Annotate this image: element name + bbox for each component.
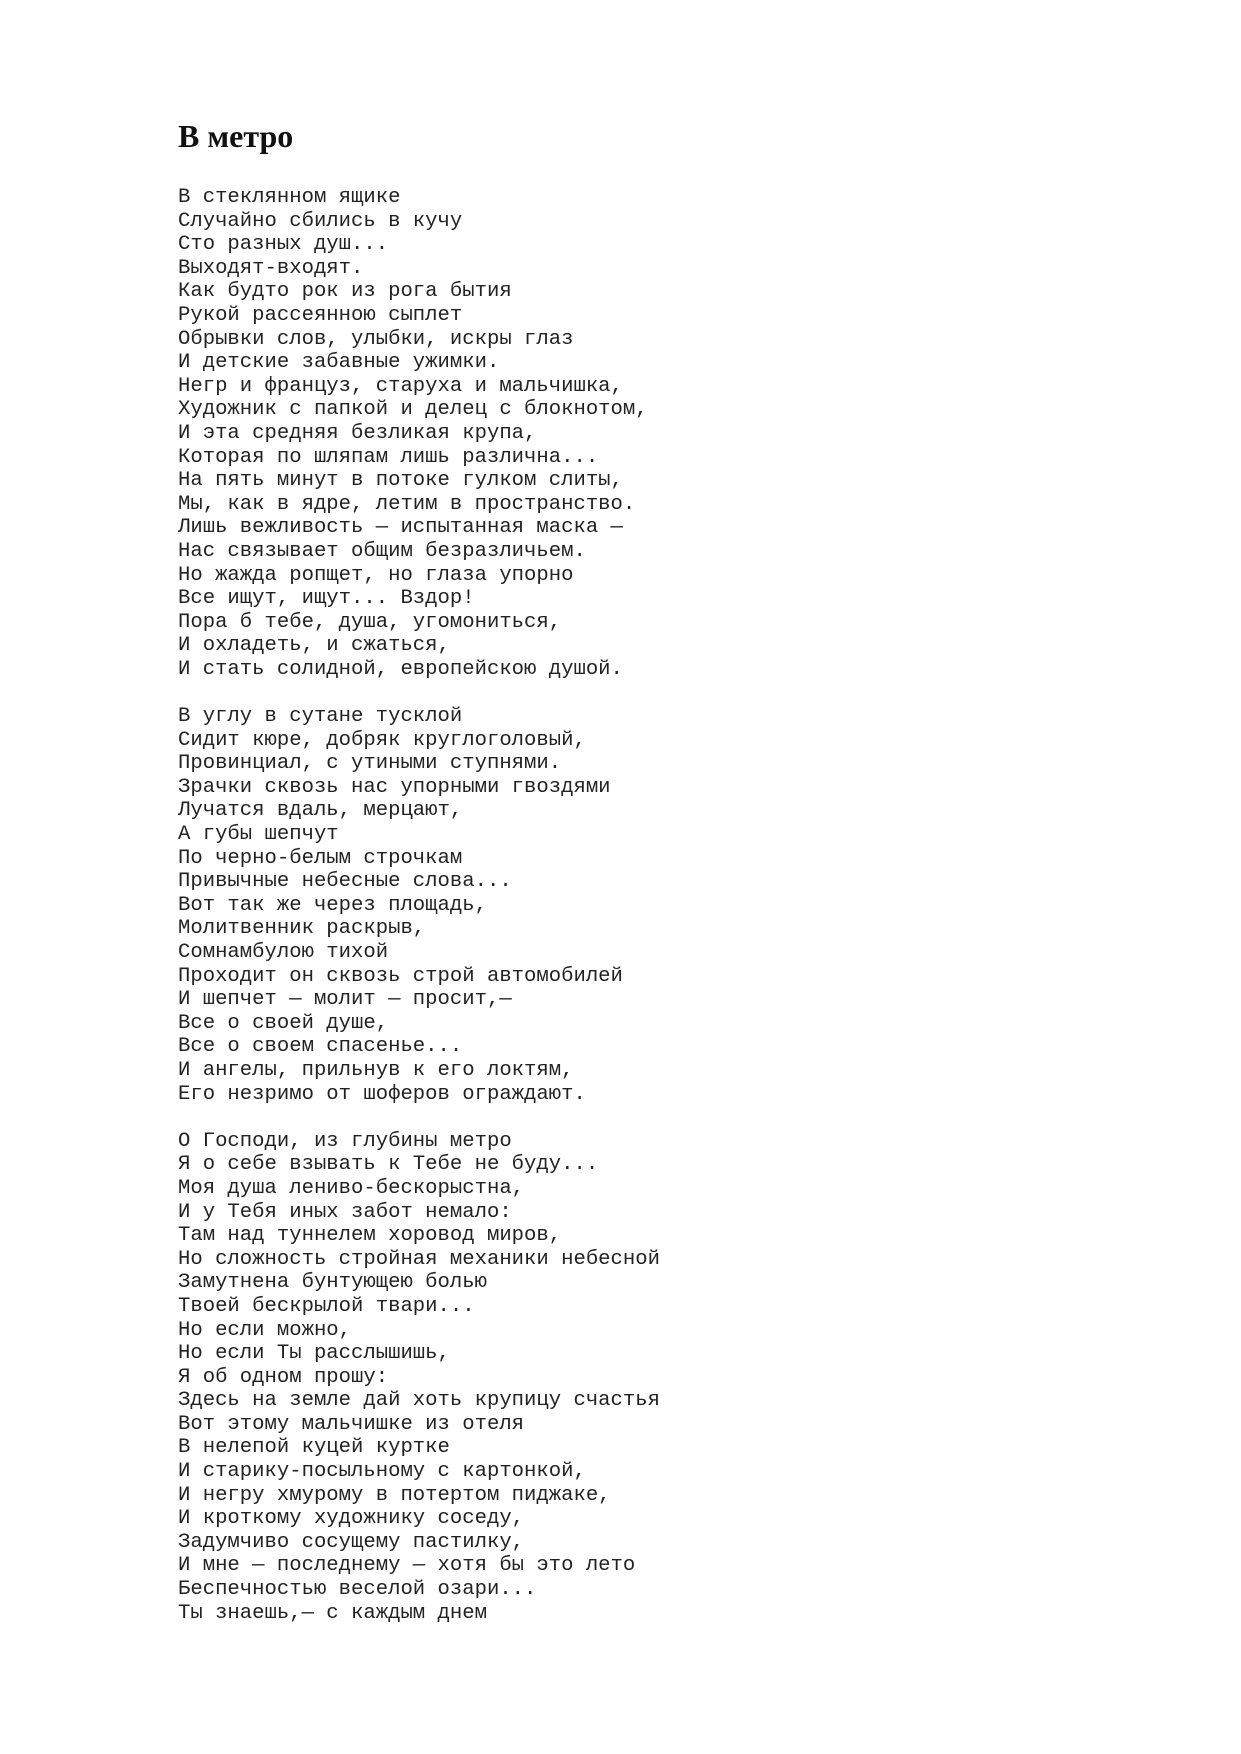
poem-line: Беспечностью веселой озари... bbox=[178, 1578, 537, 1602]
poem-line: Вот этому мальчишке из отеля bbox=[178, 1412, 525, 1436]
poem-line: Там над туннелем хоровод миров, bbox=[178, 1224, 562, 1248]
poem-line: О Господи, из глубины метро bbox=[178, 1129, 512, 1153]
poem-line: Но жажда ропщет, но глаза упорно bbox=[178, 563, 574, 587]
poem-line: Но сложность стройная механики небесной bbox=[178, 1247, 660, 1271]
poem-line: Негр и француз, старуха и мальчишка, bbox=[178, 374, 623, 398]
poem-line: И стать солидной, европейскою душой. bbox=[178, 657, 623, 681]
poem-line: И мне — последнему — хотя бы это лето bbox=[178, 1554, 636, 1578]
poem-stanza bbox=[178, 186, 1178, 681]
poem-stanza bbox=[178, 1130, 1178, 1625]
poem-line: Я об одном прошу: bbox=[178, 1365, 389, 1389]
poem-line: Но если Ты расслышишь, bbox=[178, 1342, 450, 1366]
poem-body bbox=[178, 186, 1178, 1649]
poem-line: Лучатся вдаль, мерцают, bbox=[178, 799, 463, 823]
poem-line: Нас связывает общим безразличьем. bbox=[178, 539, 586, 563]
poem-line: Я о себе взывать к Тебе не буду... bbox=[178, 1153, 599, 1177]
poem-line: По черно-белым строчкам bbox=[178, 846, 463, 870]
poem-line: Все ищут, ищут... Вздор! bbox=[178, 587, 475, 611]
poem-line: Сидит кюре, добряк круглоголовый, bbox=[178, 728, 586, 752]
poem-line: Обрывки слов, улыбки, искры глаз bbox=[178, 327, 574, 351]
poem-line: Все о своей душе, bbox=[178, 1011, 389, 1035]
poem-line: И эта средняя безликая крупа, bbox=[178, 421, 537, 445]
poem-line: И ангелы, прильнув к его локтям, bbox=[178, 1058, 574, 1082]
poem-line: В нелепой куцей куртке bbox=[178, 1436, 450, 1460]
poem-line: Привычные небесные слова... bbox=[178, 870, 512, 894]
poem-line: Молитвенник раскрыв, bbox=[178, 917, 426, 941]
poem-line: Замутнена бунтующею болью bbox=[178, 1271, 487, 1295]
poem-line: Вот так же через площадь, bbox=[178, 893, 487, 917]
poem-line: И у Тебя иных забот немало: bbox=[178, 1200, 512, 1224]
poem-line: И шепчет — молит — просит,— bbox=[178, 988, 512, 1012]
poem-line: Которая по шляпам лишь различна... bbox=[178, 445, 599, 469]
poem-line: И старику-посыльному с картонкой, bbox=[178, 1460, 586, 1484]
poem-line: И кроткому художнику соседу, bbox=[178, 1507, 525, 1531]
poem-line: Твоей бескрылой твари... bbox=[178, 1294, 475, 1318]
poem-line: Выходят-входят. bbox=[178, 256, 364, 280]
poem-line: Случайно сбились в кучу bbox=[178, 209, 463, 233]
poem-line: Ты знаешь,— с каждым днем bbox=[178, 1601, 487, 1625]
poem-line: И охладеть, и сжаться, bbox=[178, 634, 450, 658]
poem-line: Но если можно, bbox=[178, 1318, 352, 1342]
poem-line: Как будто рок из рога бытия bbox=[178, 280, 512, 304]
poem-line: Зрачки сквозь нас упорными гвоздями bbox=[178, 775, 611, 799]
poem-line: Сомнамбулою тихой bbox=[178, 941, 389, 964]
poem-line: А губы шепчут bbox=[178, 823, 339, 847]
poem-line: Провинциал, с утиными ступнями. bbox=[178, 752, 562, 776]
poem-line: На пять минут в потоке гулком слиты, bbox=[178, 469, 623, 493]
poem-line: Мы, как в ядре, летим в пространство. bbox=[178, 492, 636, 516]
poem-line: Все о своем спасенье... bbox=[178, 1035, 463, 1059]
poem-line: Здесь на земле дай хоть крупицу счастья bbox=[178, 1389, 660, 1413]
poem-line: Его незримо от шоферов ограждают. bbox=[178, 1082, 586, 1106]
poem-line: Рукой рассеянною сыплет bbox=[178, 303, 463, 327]
poem-line: Проходит он сквозь строй автомобилей bbox=[178, 964, 623, 988]
poem-line: Моя душа лениво-бескорыстна, bbox=[178, 1176, 525, 1200]
poem-line: И детские забавные ужимки. bbox=[178, 351, 500, 375]
poem-line: Пора б тебе, душа, угомониться, bbox=[178, 610, 562, 634]
poem-line: Сто разных душ... bbox=[178, 233, 389, 257]
poem-line: Лишь вежливость — испытанная маска — bbox=[178, 516, 623, 540]
poem-line: Задумчиво сосущему пастилку, bbox=[178, 1530, 525, 1554]
poem-stanza bbox=[178, 705, 1178, 1106]
poem-line: Художник с папкой и делец с блокнотом, bbox=[178, 398, 648, 422]
poem-line: В углу в сутане тусклой bbox=[178, 705, 463, 729]
poem-line: В стеклянном ящике bbox=[178, 186, 401, 209]
poem-title: В метро bbox=[178, 118, 294, 154]
poem-line: И негру хмурому в потертом пиджаке, bbox=[178, 1483, 611, 1507]
